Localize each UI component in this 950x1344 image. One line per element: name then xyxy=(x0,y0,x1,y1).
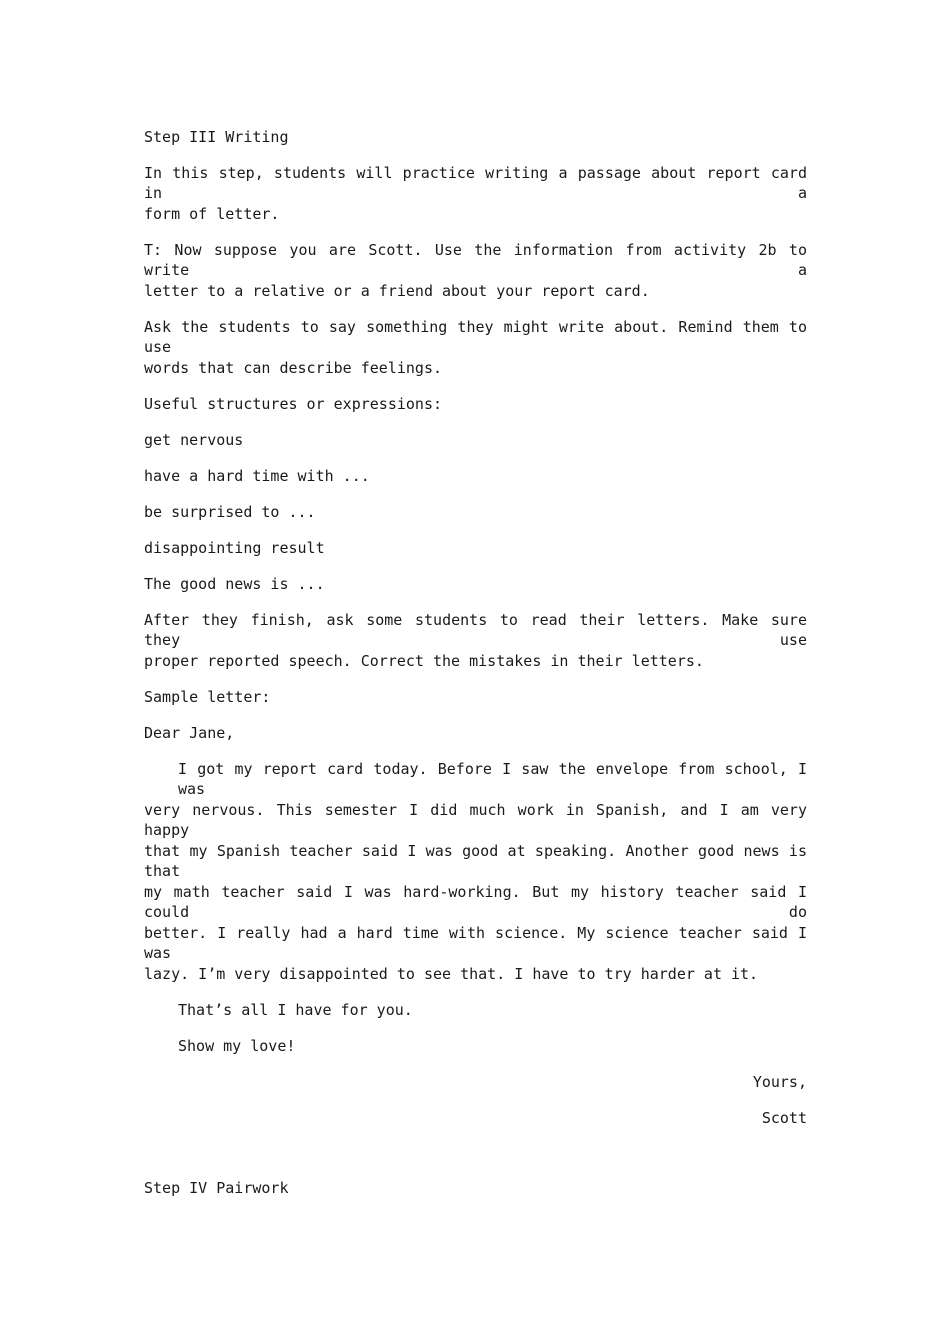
ask-line-1: Ask the students to say something they might write about. Remind them to use xyxy=(144,318,807,356)
ask-line-2: words that can describe feelings. xyxy=(144,359,443,377)
letter-closing-line: That’s all I have for you. xyxy=(178,1001,413,1019)
expression-item: get nervous xyxy=(144,431,244,449)
letter-body-line: very nervous. This semester I did much work in Spanish, and I am very happy xyxy=(144,801,807,839)
intro-line-2: form of letter. xyxy=(144,205,280,223)
letter-closing-line: Show my love! xyxy=(178,1037,296,1055)
letter-greeting: Dear Jane, xyxy=(144,724,235,742)
useful-label: Useful structures or expressions: xyxy=(144,395,443,413)
teacher-line-1: T: Now suppose you are Scott. Use the information from activity 2b to write a xyxy=(144,241,807,279)
letter-body-line: better. I really had a hard time with science. My science teacher said I was xyxy=(144,924,807,962)
letter-body-line: I got my report card today. Before I saw the envelope from school, I was xyxy=(178,760,807,798)
teacher-line-2: letter to a relative or a friend about your report card. xyxy=(144,282,650,300)
letter-body-line: that my Spanish teacher said I was good at speaking. Another good news is that xyxy=(144,842,807,880)
expression-item: The good news is ... xyxy=(144,575,325,593)
letter-sign-off: Yours, xyxy=(752,1073,807,1091)
intro-line-1: In this step, students will practice writing a passage about report card in a xyxy=(144,164,807,202)
step3-heading: Step III Writing xyxy=(144,128,289,146)
letter-signature: Scott xyxy=(761,1109,807,1127)
letter-body-line: lazy. I’m very disappointed to see that. I have to try harder at it. xyxy=(144,965,759,983)
step4-heading: Step IV Pairwork xyxy=(144,1179,289,1197)
expression-item: disappointing result xyxy=(144,539,325,557)
expression-item: have a hard time with ... xyxy=(144,467,370,485)
letter-body-line: my math teacher said I was hard-working. But my history teacher said I could do xyxy=(144,883,807,921)
after-line-2: proper reported speech. Correct the mistakes in their letters. xyxy=(144,652,704,670)
expression-item: be surprised to ... xyxy=(144,503,316,521)
sample-letter-label: Sample letter: xyxy=(144,688,271,706)
after-line-1: After they finish, ask some students to read their letters. Make sure they use xyxy=(144,611,807,649)
